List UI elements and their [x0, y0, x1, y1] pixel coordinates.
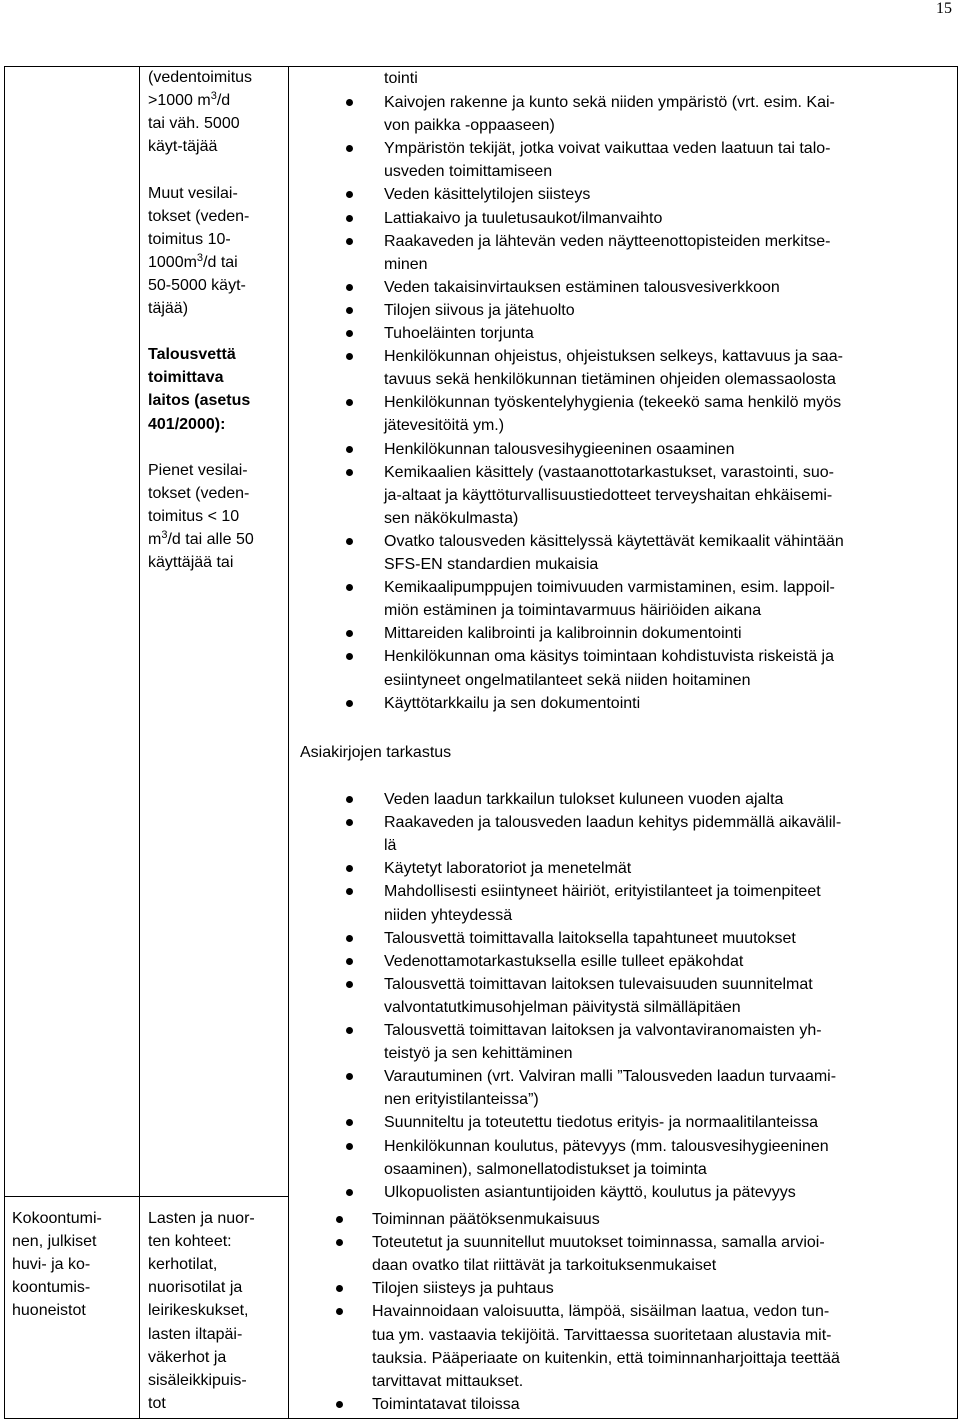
page-number: 15 — [936, 0, 952, 17]
bullet-icon — [346, 99, 353, 106]
facility-type-line: Muut vesilai- — [148, 184, 238, 202]
list-item-line: Tilojen siivous ja jätehuolto — [384, 301, 575, 319]
bullet-icon — [346, 469, 353, 476]
bullet-icon — [346, 215, 353, 222]
list-item-line: usveden toimittamiseen — [384, 163, 553, 181]
facility-type-line: ten kohteet: — [148, 1233, 232, 1251]
facility-type-line: tokset (veden- — [148, 484, 250, 502]
bullet-icon — [346, 796, 353, 803]
list-item-line: Raakaveden ja lähtevän veden näytteenottopisteiden merkitse- — [384, 232, 831, 250]
facility-type-line: $m^3/d$ tai alle 50 — [148, 529, 254, 548]
table-bottom-border — [4, 1418, 958, 1419]
facility-type-line: 401/2000): — [148, 415, 226, 433]
list-item-line: tavuus sekä henkilökunnan tietäminen ohjeiden olemassaolosta — [384, 371, 836, 389]
bullet-icon — [346, 1073, 353, 1080]
bullet-icon — [346, 284, 353, 291]
bullet-icon — [346, 238, 353, 245]
bullet-icon — [346, 330, 353, 337]
bullet-icon — [346, 981, 353, 988]
facility-type-line: kerhotilat, — [148, 1256, 218, 1274]
bullet-icon — [346, 1189, 353, 1196]
list-item-line: Ovatko talousveden käsittelyssä käytettävät kemikaalit vähintään — [384, 532, 844, 550]
bullet-icon — [346, 353, 353, 360]
list-item-line: Henkilökunnan talousvesihygieeninen osaaminen — [384, 440, 735, 458]
list-item-line: jätevesitöitä ym.) — [384, 417, 505, 435]
facility-type-line: Pienet vesilai- — [148, 461, 248, 479]
list-item-line: Mahdollisesti esiintyneet häiriöt, erityistilanteet ja toimenpiteet — [384, 883, 821, 901]
facility-type-line: tokset (veden- — [148, 207, 250, 225]
bullet-icon — [346, 819, 353, 826]
bullet-icon — [346, 1119, 353, 1126]
bullet-icon — [346, 1027, 353, 1034]
column-divider-right — [288, 66, 289, 1419]
bullet-icon — [346, 191, 353, 198]
facility-category-line: huoneistot — [12, 1302, 86, 1320]
list-item-line: SFS-EN standardien mukaisia — [384, 556, 599, 573]
bullet-icon — [336, 1216, 343, 1223]
bullet-icon — [346, 446, 353, 453]
list-item-line: Havainnoidaan valoisuutta, lämpöä, sisäilman laatua, vedon tun- — [372, 1303, 830, 1321]
facility-category-line: huvi- ja ko- — [12, 1256, 91, 1274]
facility-type-line: täjää) — [148, 300, 189, 317]
bullet-icon — [346, 584, 353, 591]
list-item-line: Talousvettä toimittavan laitoksen ja valvontaviranomaisten yh- — [384, 1022, 822, 1039]
bullet-icon — [346, 1143, 353, 1150]
list-item-line: Toteutetut ja suunnitellut muutokset toiminnassa, samalla arvioi- — [372, 1234, 825, 1252]
column-divider-left — [139, 66, 140, 1419]
row-divider — [4, 1196, 289, 1197]
facility-type-line: laitos (asetus — [148, 392, 251, 410]
facility-type-line: toimittava — [148, 369, 224, 387]
list-item-line: Kaivojen rakenne ja kunto sekä niiden ympäristö (vrt. esim. Kai- — [384, 94, 835, 111]
list-item-line: Henkilökunnan koulutus, pätevyys (mm. talousvesihygieeninen — [384, 1137, 829, 1155]
list-item-line: Henkilökunnan oma käsitys toimintaan kohdistuvista riskeistä ja — [384, 648, 834, 666]
list-item-line: Talousvettä toimittavan laitoksen tulevaisuuden suunnitelmat — [384, 975, 813, 993]
list-item-line: esiintyneet ongelmatilanteet sekä niiden hoitaminen — [384, 671, 751, 689]
list-item-line: Mittareiden kalibrointi ja kalibroinnin dokumentointi — [384, 625, 742, 643]
list-item-line: sen näkökulmasta) — [384, 509, 519, 527]
list-item-line: Käyttötarkkailu ja sen dokumentointi — [384, 694, 641, 712]
table-right-border — [957, 66, 958, 1419]
facility-type-line: Talousvettä — [148, 346, 236, 364]
list-item-line: von paikka -oppaaseen) — [384, 117, 555, 135]
facility-type-line: nuorisotilat ja — [148, 1279, 243, 1297]
list-item-line: Henkilökunnan työskentelyhygienia (tekeekö sama henkilö myös — [384, 394, 842, 412]
bullet-icon — [336, 1285, 343, 1292]
list-item-line: valvontatutkimusohjelman päivitystä silmälläpitäen — [384, 998, 741, 1016]
bullet-icon — [346, 865, 353, 872]
list-item-line: Henkilökunnan ohjeistus, ohjeistuksen selkeys, kattavuus ja saa- — [384, 348, 843, 366]
list-item-line: Vedenottamotarkastuksella esille tulleet epäkohdat — [384, 952, 744, 970]
facility-type-line: (vedentoimitus — [148, 69, 253, 86]
list-item-line: Suunniteltu ja toteutettu tiedotus erityis- ja normaalitilanteissa — [384, 1114, 819, 1132]
bullet-icon — [346, 630, 353, 637]
list-item-line: Lattiakaivo ja tuuletusaukot/ilmanvaihto — [384, 209, 663, 227]
list-item-line: Kemikaalien käsittely (vastaanottotarkastukset, varastointi, suo- — [384, 463, 834, 481]
list-item-line: Ympäristön tekijät, jotka voivat vaikuttaa veden laatuun tai talo- — [384, 140, 831, 158]
list-item-line: minen — [384, 255, 428, 273]
bullet-icon — [336, 1239, 343, 1246]
list-item-line: tauksia. Pääperiaate on kuitenkin, että toiminnanharjoittaja teettää — [372, 1349, 840, 1367]
bullet-icon — [336, 1401, 343, 1408]
facility-type-line: leirikeskukset, — [148, 1302, 249, 1320]
facility-type-line: $1000m^3/d$ tai — [148, 251, 238, 271]
facility-type-line: Lasten ja nuor- — [148, 1210, 255, 1227]
list-item-line: Toiminnan päätöksenmukaisuus — [372, 1211, 600, 1228]
list-item-line: tua ym. vastaavia tekijöitä. Tarvittaessa suoritetaan alustavia mit- — [372, 1326, 832, 1344]
list-item-line: Käytetyt laboratoriot ja menetelmät — [384, 860, 632, 878]
facility-type-line: väkerhot ja — [148, 1348, 227, 1366]
bullet-icon — [346, 399, 353, 406]
section-heading: Asiakirjojen tarkastus — [300, 744, 452, 761]
list-item-line: Tilojen siisteys ja puhtaus — [372, 1280, 554, 1298]
list-item-line: ja-altaat ja käyttöturvallisuustiedotteet terveyshaitan ehkäisemi- — [384, 486, 833, 504]
list-item-line: nen erityistilanteissa”) — [384, 1091, 539, 1109]
list-item-line: lä — [384, 837, 397, 855]
bullet-icon — [346, 145, 353, 152]
bullet-icon — [346, 538, 353, 545]
list-item-line: Veden takaisinvirtauksen estäminen talousvesiverkkoon — [384, 278, 780, 296]
facility-type-line: toimitus < 10 — [148, 507, 240, 525]
table-left-border — [4, 66, 5, 1419]
facility-category-line: nen, julkiset — [12, 1233, 97, 1251]
facility-type-line: toimitus 10- — [148, 230, 231, 248]
list-item-line: teistyö ja sen kehittäminen — [384, 1045, 573, 1063]
list-item-line: Veden laadun tarkkailun tulokset kuluneen vuoden ajalta — [384, 791, 784, 808]
list-item-line: osaaminen), salmonellatodistukset ja toiminta — [384, 1160, 707, 1178]
list-item-line: Tuhoeläinten torjunta — [384, 325, 534, 342]
continued-text: tointi — [384, 70, 418, 87]
facility-type-line: lasten iltapäi- — [148, 1325, 243, 1343]
bullet-icon — [346, 653, 353, 660]
facility-type-line: tot — [148, 1394, 166, 1412]
facility-category-line: Kokoontumi- — [12, 1210, 102, 1227]
facility-type-line: >1000 $m^3/d$ — [148, 90, 231, 110]
list-item-line: Raakaveden ja talousveden laadun kehitys pidemmällä aikavälil- — [384, 814, 842, 832]
bullet-icon — [346, 958, 353, 965]
bullet-icon — [346, 935, 353, 942]
list-item-line: tarvittavat mittaukset. — [372, 1372, 524, 1390]
list-item-line: Talousvettä toimittavalla laitoksella tapahtuneet muutokset — [384, 929, 796, 947]
list-item-line: Veden käsittelytilojen siisteys — [384, 186, 591, 204]
list-item-line: niiden yhteydessä — [384, 906, 513, 924]
facility-type-line: tai väh. 5000 — [148, 115, 240, 133]
facility-type-line: 50-5000 käyt- — [148, 276, 246, 294]
facility-type-line: käyttäjää tai — [148, 554, 234, 572]
list-item-line: miön estäminen ja toimintavarmuus häiriöiden aikana — [384, 602, 762, 620]
bullet-icon — [346, 700, 353, 707]
bullet-icon — [346, 888, 353, 895]
list-item-line: Kemikaalipumppujen toimivuuden varmistaminen, esim. lappoil- — [384, 579, 835, 597]
bullet-icon — [336, 1308, 343, 1315]
facility-type-line: sisäleikkipuis- — [148, 1371, 247, 1389]
bullet-icon — [346, 307, 353, 314]
list-item-line: daan ovatko tilat riittävät ja tarkoituksenmukaiset — [372, 1257, 717, 1275]
list-item-line: Toimintatavat tiloissa — [372, 1395, 520, 1413]
list-item-line: Varautuminen (vrt. Valviran malli ”Talousveden laadun turvaami- — [384, 1068, 837, 1086]
facility-type-line: käyt-täjää — [148, 138, 218, 156]
facility-category-line: koontumis- — [12, 1279, 91, 1297]
list-item-line: Ulkopuolisten asiantuntijoiden käyttö, koulutus ja pätevyys — [384, 1183, 796, 1201]
